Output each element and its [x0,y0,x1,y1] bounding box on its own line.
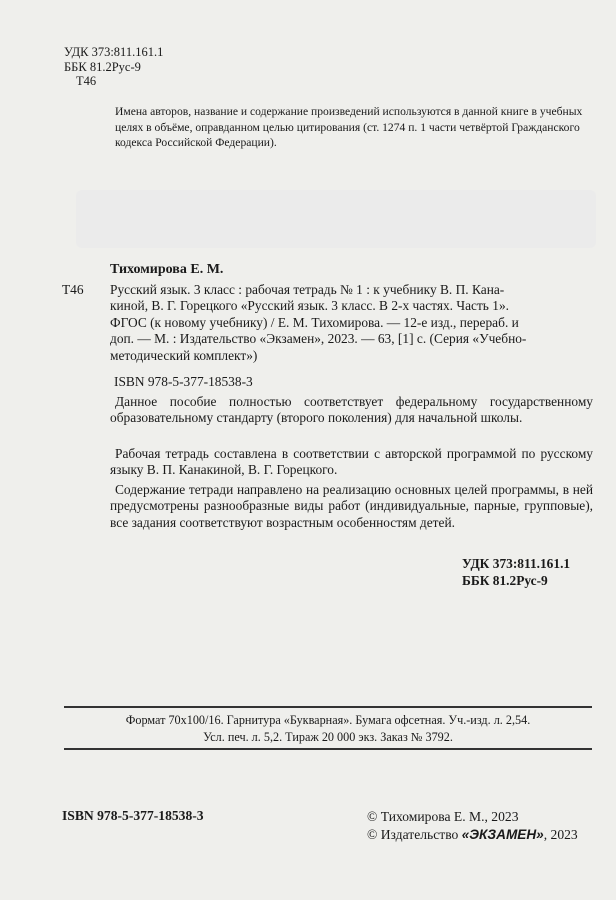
copyright-publisher-suffix: , 2023 [543,827,578,842]
publisher-brand: «ЭКЗАМЕН» [461,827,544,842]
bibliographic-description [110,282,593,364]
code-left: Т46 [62,282,84,297]
copyright-notice: Имена авторов, название и содержание произведений используются в данной книге в учебных целях в объёме, оправданном целью цитирования (ст. 1274 п. 1 части четвёртой Гражданского кодекса Российской Федерации). [115,105,583,150]
copyright-publisher-prefix: © Издательство [367,827,462,842]
bbk-top: ББК 81.2Рус-9 [64,59,141,74]
isbn-middle: ISBN 978-5-377-18538-3 [114,374,253,389]
format-rule-top [64,706,592,708]
annotation-paragraph-1: Данное пособие полностью соответствует федеральному государственному образовательному стандарту (второго поколения) для начальной школы. [110,394,593,426]
description-line: киной, В. Г. Горецкого «Русский язык. 3 класс. В 2-х частях. Часть 1». [110,298,510,314]
udk-top-block [64,45,163,89]
description-line: методический комплект») [110,347,258,363]
udk-bottom: УДК 373:811.161.1 [462,556,571,571]
copyright-block [367,808,578,844]
code-top: Т46 [76,74,97,88]
bbk-bottom: ББК 81.2Рус-9 [462,573,548,588]
udk-bottom-block [462,555,570,589]
format-line-1: Формат 70x100/16. Гарнитура «Букварная». Бумага офсетная. Уч.-изд. л. 2,54. [125,713,531,727]
copyright-publisher [367,826,578,844]
format-line-2: Усл. печ. л. 5,2. Тираж 20 000 экз. Заказ № 3792. [203,730,453,744]
author-heading: Тихомирова Е. М. [110,262,224,277]
copyright-author: © Тихомирова Е. М., 2023 [367,809,519,824]
description-line: доп. — М. : Издательство «Экзамен», 2023. — 63, [1] с. (Серия «Учебно- [110,331,527,347]
annotation-paragraph-3: Содержание тетради направлено на реализацию основных целей программы, в ней предусмотрены разнообразные виды работ (индивидуальные, парные, групповые), все задания соответствуют возрастным особенностям детей. [110,482,593,530]
bleed-through-shade [76,190,596,248]
format-rule-bottom [64,748,592,750]
print-format-info [64,712,592,746]
udk-top: УДК 373:811.161.1 [64,45,164,59]
description-line: Русский язык. 3 класс : рабочая тетрадь № 1 : к учебнику В. П. Кана- [110,282,505,297]
isbn-bottom: ISBN 978-5-377-18538-3 [62,808,204,823]
annotation-paragraph-2: Рабочая тетрадь составлена в соответствии с авторской программой по русскому языку В. П. Канакиной, В. Г. Горецкого. [110,446,593,478]
description-line: ФГОС (к новому учебнику) / Е. М. Тихомирова. — 12-е изд., перераб. и [110,314,519,330]
